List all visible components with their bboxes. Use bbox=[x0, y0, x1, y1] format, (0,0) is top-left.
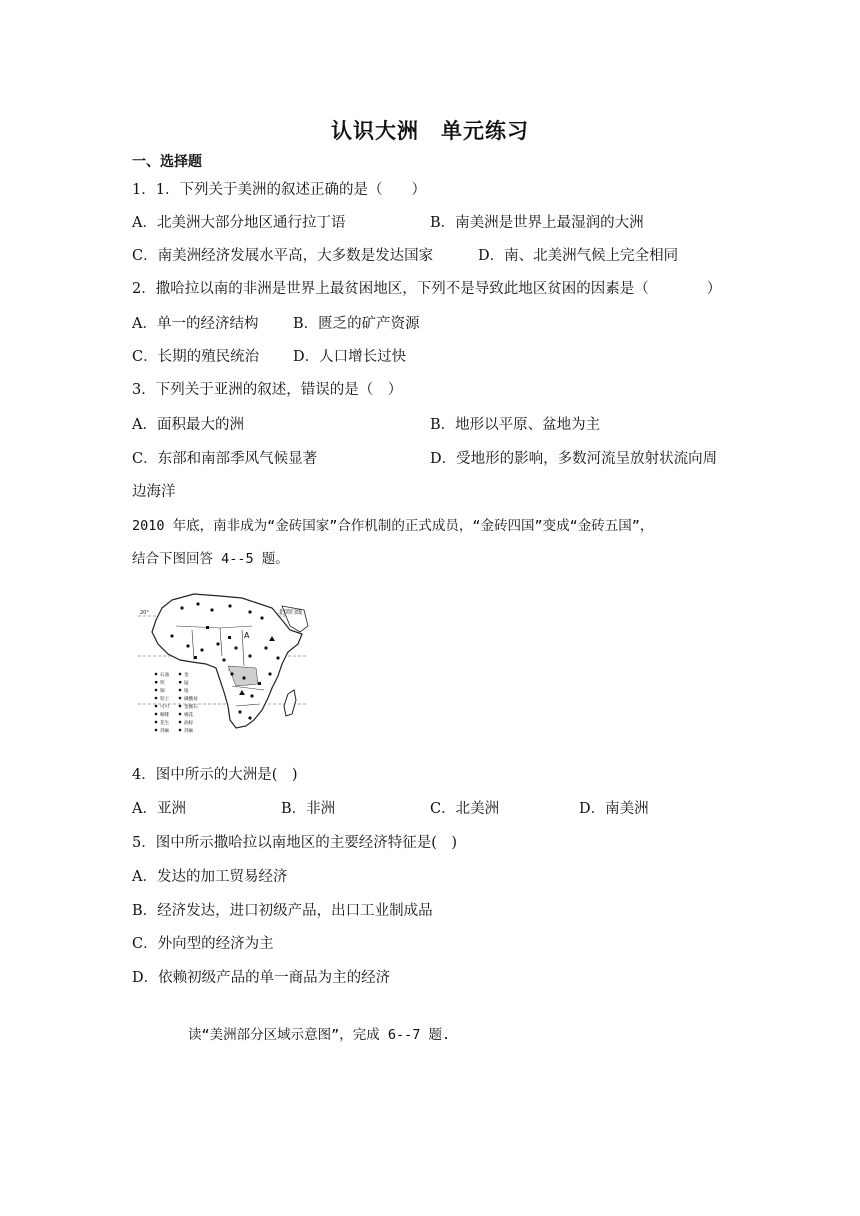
legend-item-6: 花生 bbox=[160, 721, 170, 726]
question-5-option-a: A．发达的加工贸易经济 bbox=[132, 869, 288, 885]
question-5-option-d: D．依赖初级产品的单一商品为主的经济 bbox=[132, 970, 391, 986]
question-1-stem: 1．1．下列关于美洲的叙述正确的是（ ） bbox=[132, 182, 426, 198]
question-2-option-c: C．长期的殖民统治 bbox=[132, 349, 260, 365]
question-4-option-a: A．亚洲 bbox=[132, 801, 186, 817]
question-4-option-c: C．北美洲 bbox=[430, 801, 500, 817]
legend-item-14: 油棕 bbox=[184, 721, 194, 726]
question-1-option-a: A．北美洲大部分地区通行拉丁语 bbox=[132, 215, 346, 231]
legend-item-7: 剑麻 bbox=[160, 729, 170, 734]
legend-item-11: 磷酸盐 bbox=[184, 697, 198, 702]
section-heading: 一、选择题 bbox=[132, 154, 202, 170]
legend-item-2: 铜 bbox=[160, 689, 165, 694]
document-title: 认识大洲 单元练习 bbox=[331, 119, 529, 143]
legend-item-4: 可可 bbox=[160, 705, 170, 710]
africa-resources-map bbox=[132, 586, 312, 748]
legend-item-5: 咖啡 bbox=[160, 713, 170, 718]
legend-item-8: 金 bbox=[184, 673, 189, 678]
question-4-stem: 4．图中所示的大洲是( ) bbox=[132, 767, 298, 783]
question-3-option-d-continued: 边海洋 bbox=[132, 484, 176, 500]
question-2-option-b: B．匮乏的矿产资源 bbox=[293, 316, 420, 332]
question-2-stem: 2．撒哈拉以南的非洲是世界上最贫困地区，下列不是导致此地区贫困的因素是（ ） bbox=[132, 281, 722, 297]
map-label-20: 20° bbox=[140, 610, 149, 616]
question-3-option-a: A．面积最大的洲 bbox=[132, 417, 244, 433]
legend-item-9: 锰 bbox=[184, 681, 189, 686]
map-label-tropic: 北回归线 bbox=[278, 609, 303, 616]
question-5-option-b: B．经济发达，进口初级产品，出口工业制成品 bbox=[132, 903, 433, 919]
question-1-option-b: B．南美洲是世界上最湿润的大洲 bbox=[430, 215, 644, 231]
intro-6-7: 读“美洲部分区域示意图”，完成 6--7 题. bbox=[188, 1027, 451, 1043]
question-4-option-b: B．非洲 bbox=[281, 801, 336, 817]
legend-item-3: 铝土 bbox=[160, 697, 170, 702]
question-1-option-c: C．南美洲经济发展水平高，大多数是发达国家 bbox=[132, 248, 434, 264]
legend-item-12: 金刚石 bbox=[184, 705, 198, 710]
question-3-option-c: C．东部和南部季风气候显著 bbox=[132, 451, 318, 467]
intro-4-5-line-1: 2010 年底，南非成为“金砖国家”合作机制的正式成员，“金砖四国”变成“金砖五国”， bbox=[132, 518, 654, 534]
question-2-option-a: A．单一的经济结构 bbox=[132, 316, 259, 332]
intro-4-5-line-2: 结合下图回答 4--5 题。 bbox=[132, 551, 289, 567]
question-1-option-d: D．南、北美洲气候上完全相同 bbox=[478, 248, 679, 264]
question-3-option-b: B．地形以平原、盆地为主 bbox=[430, 417, 601, 433]
question-4-option-d: D．南美洲 bbox=[579, 801, 649, 817]
legend-item-13: 棉花 bbox=[184, 713, 194, 718]
question-2-option-d: D．人口增长过快 bbox=[293, 349, 407, 365]
legend-item-1: 铁 bbox=[160, 681, 165, 686]
question-3-stem: 3．下列关于亚洲的叙述，错误的是（ ） bbox=[132, 382, 403, 398]
question-3-option-d: D．受地形的影响，多数河流呈放射状流向周 bbox=[430, 451, 718, 467]
question-5-option-c: C．外向型的经济为主 bbox=[132, 936, 274, 952]
map-label-a: A bbox=[244, 631, 250, 640]
question-5-stem: 5．图中所示撒哈拉以南地区的主要经济特征是( ) bbox=[132, 835, 458, 851]
legend-item-15: 剑麻 bbox=[184, 729, 194, 734]
legend-item-0: 石油 bbox=[160, 673, 170, 678]
legend-item-10: 铬 bbox=[184, 689, 189, 694]
